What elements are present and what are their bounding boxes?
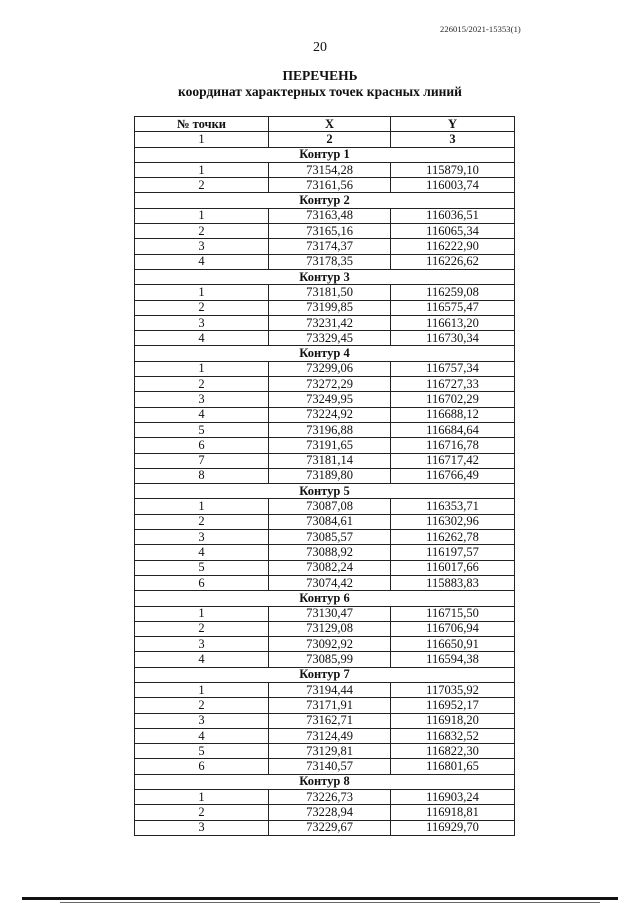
contour-label: Контур 5: [135, 484, 515, 499]
point-number-cell: 1: [135, 499, 269, 514]
y-coordinate-cell: 116903,24: [391, 790, 515, 805]
x-coordinate-cell: 73085,99: [269, 652, 391, 667]
table-row: [135, 239, 515, 254]
table-row: [135, 499, 515, 514]
column-number-3: 3: [391, 132, 515, 147]
y-coordinate-cell: 115883,83: [391, 575, 515, 590]
y-coordinate-cell: 115879,10: [391, 162, 515, 177]
table-row: [135, 728, 515, 743]
page-bottom-rule-thin: [60, 902, 600, 903]
header-x: X: [269, 117, 391, 132]
point-number-cell: 8: [135, 468, 269, 483]
point-number-cell: 1: [135, 162, 269, 177]
point-number-cell: 4: [135, 407, 269, 422]
y-coordinate-cell: 116036,51: [391, 208, 515, 223]
table-row: [135, 545, 515, 560]
x-coordinate-cell: 73161,56: [269, 178, 391, 193]
header-point-number: № точки: [135, 117, 269, 132]
point-number-cell: 1: [135, 285, 269, 300]
table-row: [135, 621, 515, 636]
y-coordinate-cell: 116259,08: [391, 285, 515, 300]
table-row: [135, 422, 515, 437]
x-coordinate-cell: 73249,95: [269, 392, 391, 407]
table-row: [135, 790, 515, 805]
contour-header-row: [135, 147, 515, 162]
y-coordinate-cell: 116730,34: [391, 331, 515, 346]
point-number-cell: 1: [135, 790, 269, 805]
y-coordinate-cell: 116717,42: [391, 453, 515, 468]
contour-header-row: [135, 591, 515, 606]
x-coordinate-cell: 73130,47: [269, 606, 391, 621]
point-number-cell: 3: [135, 713, 269, 728]
point-number-cell: 2: [135, 377, 269, 392]
y-coordinate-cell: 116918,20: [391, 713, 515, 728]
point-number-cell: 3: [135, 637, 269, 652]
y-coordinate-cell: 116353,71: [391, 499, 515, 514]
x-coordinate-cell: 73181,14: [269, 453, 391, 468]
point-number-cell: 2: [135, 621, 269, 636]
contour-header-row: [135, 774, 515, 789]
y-coordinate-cell: 116594,38: [391, 652, 515, 667]
y-coordinate-cell: 116262,78: [391, 530, 515, 545]
x-coordinate-cell: 73082,24: [269, 560, 391, 575]
y-coordinate-cell: 116197,57: [391, 545, 515, 560]
x-coordinate-cell: 73165,16: [269, 224, 391, 239]
y-coordinate-cell: 116684,64: [391, 422, 515, 437]
point-number-cell: 2: [135, 300, 269, 315]
table-row: [135, 759, 515, 774]
y-coordinate-cell: 116952,17: [391, 698, 515, 713]
document-id: 226015/2021-15353(1): [440, 24, 521, 34]
point-number-cell: 3: [135, 239, 269, 254]
table-row: [135, 805, 515, 820]
point-number-cell: 5: [135, 744, 269, 759]
table-row: [135, 254, 515, 269]
table-row: [135, 606, 515, 621]
x-coordinate-cell: 73084,61: [269, 514, 391, 529]
y-coordinate-cell: 116706,94: [391, 621, 515, 636]
contour-header-row: [135, 484, 515, 499]
column-number-1: 1: [135, 132, 269, 147]
table-row: [135, 468, 515, 483]
point-number-cell: 2: [135, 698, 269, 713]
table-row: [135, 560, 515, 575]
contour-header-row: [135, 667, 515, 682]
contour-header-row: [135, 193, 515, 208]
x-coordinate-cell: 73171,91: [269, 698, 391, 713]
table-row: [135, 820, 515, 835]
table-row: [135, 407, 515, 422]
x-coordinate-cell: 73087,08: [269, 499, 391, 514]
y-coordinate-cell: 116929,70: [391, 820, 515, 835]
y-coordinate-cell: 116003,74: [391, 178, 515, 193]
table-row: [135, 530, 515, 545]
column-number-row: [135, 132, 515, 147]
point-number-cell: 3: [135, 820, 269, 835]
table-row: [135, 331, 515, 346]
x-coordinate-cell: 73228,94: [269, 805, 391, 820]
y-coordinate-cell: 116065,34: [391, 224, 515, 239]
table-row: [135, 575, 515, 590]
y-coordinate-cell: 116613,20: [391, 315, 515, 330]
x-coordinate-cell: 73162,71: [269, 713, 391, 728]
y-coordinate-cell: 116832,52: [391, 728, 515, 743]
contour-header-row: [135, 269, 515, 284]
x-coordinate-cell: 73224,92: [269, 407, 391, 422]
contour-label: Контур 4: [135, 346, 515, 361]
point-number-cell: 3: [135, 315, 269, 330]
point-number-cell: 1: [135, 682, 269, 697]
x-coordinate-cell: 73092,92: [269, 637, 391, 652]
document-title: ПЕРЕЧЕНЬ: [282, 68, 358, 83]
table-row: [135, 438, 515, 453]
point-number-cell: 2: [135, 224, 269, 239]
x-coordinate-cell: 73140,57: [269, 759, 391, 774]
table-row: [135, 224, 515, 239]
coordinates-body: [135, 147, 515, 835]
table-row: [135, 392, 515, 407]
table-row: [135, 637, 515, 652]
point-number-cell: 7: [135, 453, 269, 468]
x-coordinate-cell: 73196,88: [269, 422, 391, 437]
y-coordinate-cell: 116302,96: [391, 514, 515, 529]
x-coordinate-cell: 73231,42: [269, 315, 391, 330]
y-coordinate-cell: 116702,29: [391, 392, 515, 407]
table-row: [135, 285, 515, 300]
point-number-cell: 5: [135, 560, 269, 575]
x-coordinate-cell: 73226,73: [269, 790, 391, 805]
point-number-cell: 6: [135, 759, 269, 774]
x-coordinate-cell: 73129,81: [269, 744, 391, 759]
column-number-2: 2: [269, 132, 391, 147]
point-number-cell: 2: [135, 178, 269, 193]
y-coordinate-cell: 117035,92: [391, 682, 515, 697]
table-row: [135, 361, 515, 376]
table-row: [135, 744, 515, 759]
x-coordinate-cell: 73163,48: [269, 208, 391, 223]
table-row: [135, 208, 515, 223]
table-row: [135, 315, 515, 330]
y-coordinate-cell: 116766,49: [391, 468, 515, 483]
page-bottom-rule: [22, 897, 618, 900]
x-coordinate-cell: 73229,67: [269, 820, 391, 835]
y-coordinate-cell: 116650,91: [391, 637, 515, 652]
x-coordinate-cell: 73174,37: [269, 239, 391, 254]
y-coordinate-cell: 116226,62: [391, 254, 515, 269]
y-coordinate-cell: 116017,66: [391, 560, 515, 575]
x-coordinate-cell: 73194,44: [269, 682, 391, 697]
x-coordinate-cell: 73085,57: [269, 530, 391, 545]
point-number-cell: 1: [135, 606, 269, 621]
point-number-cell: 5: [135, 422, 269, 437]
contour-label: Контур 7: [135, 667, 515, 682]
y-coordinate-cell: 116222,90: [391, 239, 515, 254]
x-coordinate-cell: 73074,42: [269, 575, 391, 590]
table-row: [135, 713, 515, 728]
y-coordinate-cell: 116757,34: [391, 361, 515, 376]
point-number-cell: 1: [135, 208, 269, 223]
y-coordinate-cell: 116575,47: [391, 300, 515, 315]
contour-label: Контур 8: [135, 774, 515, 789]
contour-label: Контур 2: [135, 193, 515, 208]
table-header-row: [135, 117, 515, 132]
contour-label: Контур 1: [135, 147, 515, 162]
x-coordinate-cell: 73124,49: [269, 728, 391, 743]
x-coordinate-cell: 73272,29: [269, 377, 391, 392]
y-coordinate-cell: 116801,65: [391, 759, 515, 774]
x-coordinate-cell: 73178,35: [269, 254, 391, 269]
table-row: [135, 652, 515, 667]
x-coordinate-cell: 73129,08: [269, 621, 391, 636]
x-coordinate-cell: 73189,80: [269, 468, 391, 483]
point-number-cell: 4: [135, 331, 269, 346]
y-coordinate-cell: 116688,12: [391, 407, 515, 422]
point-number-cell: 4: [135, 652, 269, 667]
document-subtitle: координат характерных точек красных линий: [178, 84, 462, 99]
point-number-cell: 1: [135, 361, 269, 376]
contour-header-row: [135, 346, 515, 361]
x-coordinate-cell: 73191,65: [269, 438, 391, 453]
point-number-cell: 3: [135, 530, 269, 545]
point-number-cell: 4: [135, 728, 269, 743]
table-row: [135, 178, 515, 193]
point-number-cell: 4: [135, 254, 269, 269]
coordinates-table: [134, 116, 515, 836]
x-coordinate-cell: 73181,50: [269, 285, 391, 300]
point-number-cell: 4: [135, 545, 269, 560]
table-row: [135, 377, 515, 392]
y-coordinate-cell: 116727,33: [391, 377, 515, 392]
x-coordinate-cell: 73299,06: [269, 361, 391, 376]
header-y: Y: [391, 117, 515, 132]
x-coordinate-cell: 73199,85: [269, 300, 391, 315]
x-coordinate-cell: 73329,45: [269, 331, 391, 346]
page-number: 20: [313, 40, 327, 55]
x-coordinate-cell: 73088,92: [269, 545, 391, 560]
y-coordinate-cell: 116715,50: [391, 606, 515, 621]
point-number-cell: 6: [135, 575, 269, 590]
point-number-cell: 3: [135, 392, 269, 407]
y-coordinate-cell: 116822,30: [391, 744, 515, 759]
contour-label: Контур 3: [135, 269, 515, 284]
x-coordinate-cell: 73154,28: [269, 162, 391, 177]
y-coordinate-cell: 116716,78: [391, 438, 515, 453]
point-number-cell: 2: [135, 514, 269, 529]
table-row: [135, 514, 515, 529]
table-row: [135, 162, 515, 177]
table-row: [135, 698, 515, 713]
table-row: [135, 682, 515, 697]
contour-label: Контур 6: [135, 591, 515, 606]
point-number-cell: 2: [135, 805, 269, 820]
table-row: [135, 300, 515, 315]
table-row: [135, 453, 515, 468]
y-coordinate-cell: 116918,81: [391, 805, 515, 820]
point-number-cell: 6: [135, 438, 269, 453]
